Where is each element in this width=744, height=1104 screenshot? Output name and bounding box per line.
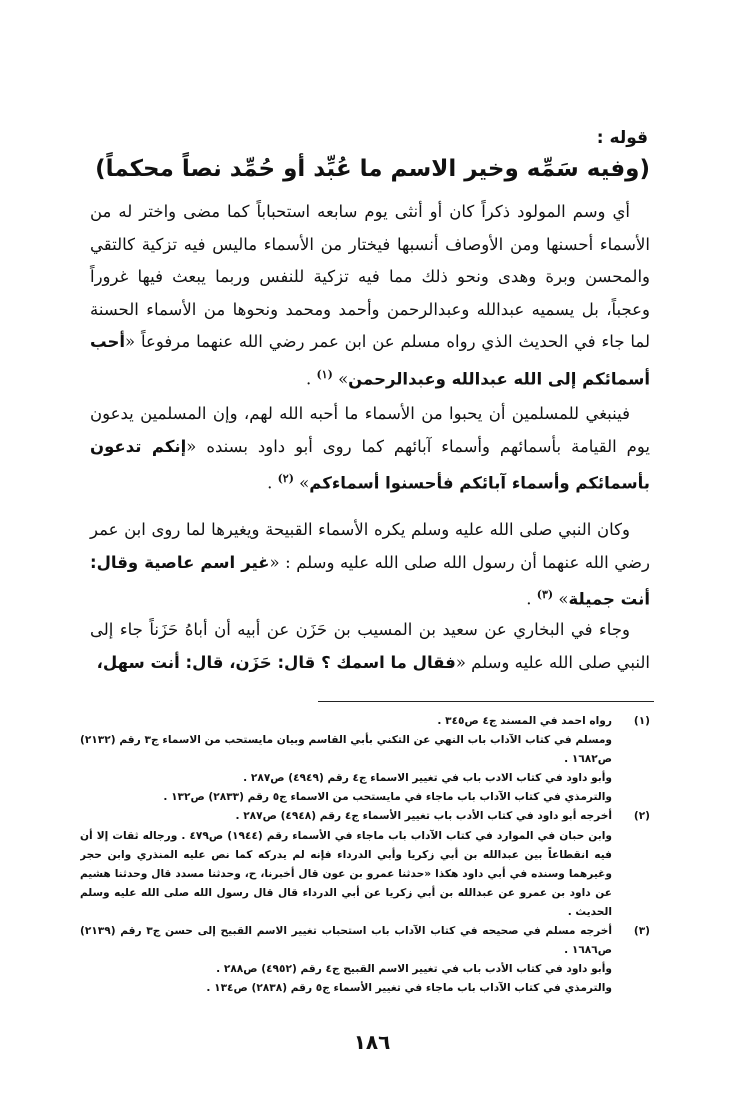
paragraph-text: أي وسم المولود ذكراً كان أو أنثى يوم سابعه استحباباً كما مضى واختر له من الأسماء أحسنها ومن الأوصاف أنسبها فيختار من الأسماء ماليس فيه تزكية كالتقي والمحسن وبرة وهدى ونحو ذلك مما فيه تزكية للنفس وربما يبعث فيها غروراً وعجباً، بل يسميه عبدالله وعبدالرحمن وأحمد ومحمد ونحوها من الأسماء الحسنة لما جاء في الحديث الذي رواه مسلم عن ابن عمر رضي الله عنهما مرفوعاً «: [90, 202, 650, 352]
paragraph-text: وجاء في البخاري عن سعيد بن المسيب بن حَزَن عن أبيه أن أباهُ حَزَناً جاء إلى النبي صلى الله عليه وسلم «: [90, 620, 650, 672]
footnote-ref: (٢): [277, 472, 294, 486]
hadith-quote: غير اسم عاصية وقال: أنت جميلة: [90, 552, 650, 609]
verse-heading: (وفيه سَمِّه وخير الاسم ما عُبِّد أو حُمِّد نصاً محكماً): [95, 156, 650, 182]
footnote-number: (١): [633, 715, 650, 727]
hadith-quote: أحب أسمائكم إلى الله عبدالله وعبدالرحمن: [90, 332, 650, 389]
footnote-line: أخرجه أبو داود في كتاب الأدب باب تغيير الأسماء ج٤ رقم (٤٩٤٨) ص٢٨٧ .: [235, 810, 612, 823]
footnote-number: (٢): [633, 810, 650, 823]
paragraph-text: فينبغي للمسلمين أن يحبوا من الأسماء ما أحبه الله لهم، وإن المسلمين يدعون يوم القيامة بأسمائهم وأسماء آبائهم كما روى أبو داود بسنده «: [90, 404, 651, 456]
hadith-quote: إنكم تدعون بأسمائكم وأسماء آبائكم فأحسنوا أسماءكم: [90, 436, 650, 493]
paragraph-text: وكان النبي صلى الله عليه وسلم يكره الأسماء القبيحة ويغيرها لما روى ابن عمر رضي الله عنهما أن رسول الله صلى الله عليه وسلم : «: [90, 520, 651, 572]
footnote-line: والترمذي في كتاب الآداب باب ماجاء في تغيير الأسماء ج٥ رقم (٢٨٣٨) ص١٣٤ .: [206, 982, 612, 995]
paragraph-naming: [90, 196, 650, 396]
footnote-line: ومسلم في كتاب الآداب باب النهي عن التكني بأبي القاسم وبيان مايستحب من الاسماء ج٣ رقم (٢١٣٢) ص١٦٨٢ .: [80, 734, 612, 766]
footnote-line: وابن حبان في الموارد في كتاب الآداب باب ماجاء في الأسماء رقم (١٩٤٤) ص٤٧٩ . ورجاله ثقات إلا أن فيه انقطاعاً بين عبدالله بن أبي زكريا وأبي الدرداء فإنه لم يدركه كما نص عليه المنذري وابن حجر وغيرهما وسنده في أبي داود هكذا «حدثنا عمرو بن عون قال أخبرنا، ح، وحدثنا مسدد قال وحدثنا هشيم عن داود بن عمرو عن عبدالله بن أبي زكريا عن أبي الدرداء قال قال رسول الله صلى الله عليه وسلم الحديث .: [80, 829, 612, 918]
footnotes: [80, 712, 650, 998]
page-number: ١٨٦: [353, 1030, 391, 1054]
paragraph-changing-names: [90, 514, 650, 616]
section-label: قوله :: [596, 128, 648, 148]
footnote-number: (٣): [633, 925, 650, 938]
paragraph-end: .: [267, 473, 278, 493]
quote-close: »: [299, 473, 310, 493]
paragraph-good-names: [90, 398, 650, 500]
footnote-line: وأبو داود في كتاب الأدب باب في تغيير الاسم القبيح ج٤ رقم (٤٩٥٢) ص٢٨٨ .: [216, 963, 612, 976]
paragraph-bukhari: [90, 614, 650, 679]
footnote-separator: [318, 701, 654, 702]
footnote-line: وأبو داود في كتاب الادب باب في تغيير الاسماء ج٤ رقم (٤٩٤٩) ص٢٨٧ .: [243, 772, 612, 785]
paragraph-end: .: [305, 369, 317, 389]
footnote-line: والترمذي في كتاب الآداب باب ماجاء في مايستحب من الاسماء ج٥ رقم (٢٨٣٣) ص١٣٢ .: [163, 791, 612, 804]
paragraph-end: .: [526, 589, 537, 609]
footnote-ref: (١): [316, 367, 333, 381]
footnote-line: أخرجه مسلم في صحيحه في كتاب الآداب باب استحباب تغيير الاسم القبيح إلى حسن ج٣ رقم (٢١٣٩) ص١٦٨٦ .: [80, 925, 612, 957]
footnote-line: رواه احمد في المسند ج٤ ص٣٤٥ .: [437, 715, 612, 727]
quote-close: »: [338, 369, 349, 389]
hadith-quote: فقال ما اسمك ؟ قال: حَزَن، قال: أنت سهل،: [96, 652, 456, 672]
quote-close: »: [558, 589, 569, 609]
footnote: [80, 922, 650, 998]
footnote: [80, 807, 650, 922]
footnote-ref: (٣): [536, 588, 554, 602]
footnote: [80, 712, 650, 807]
